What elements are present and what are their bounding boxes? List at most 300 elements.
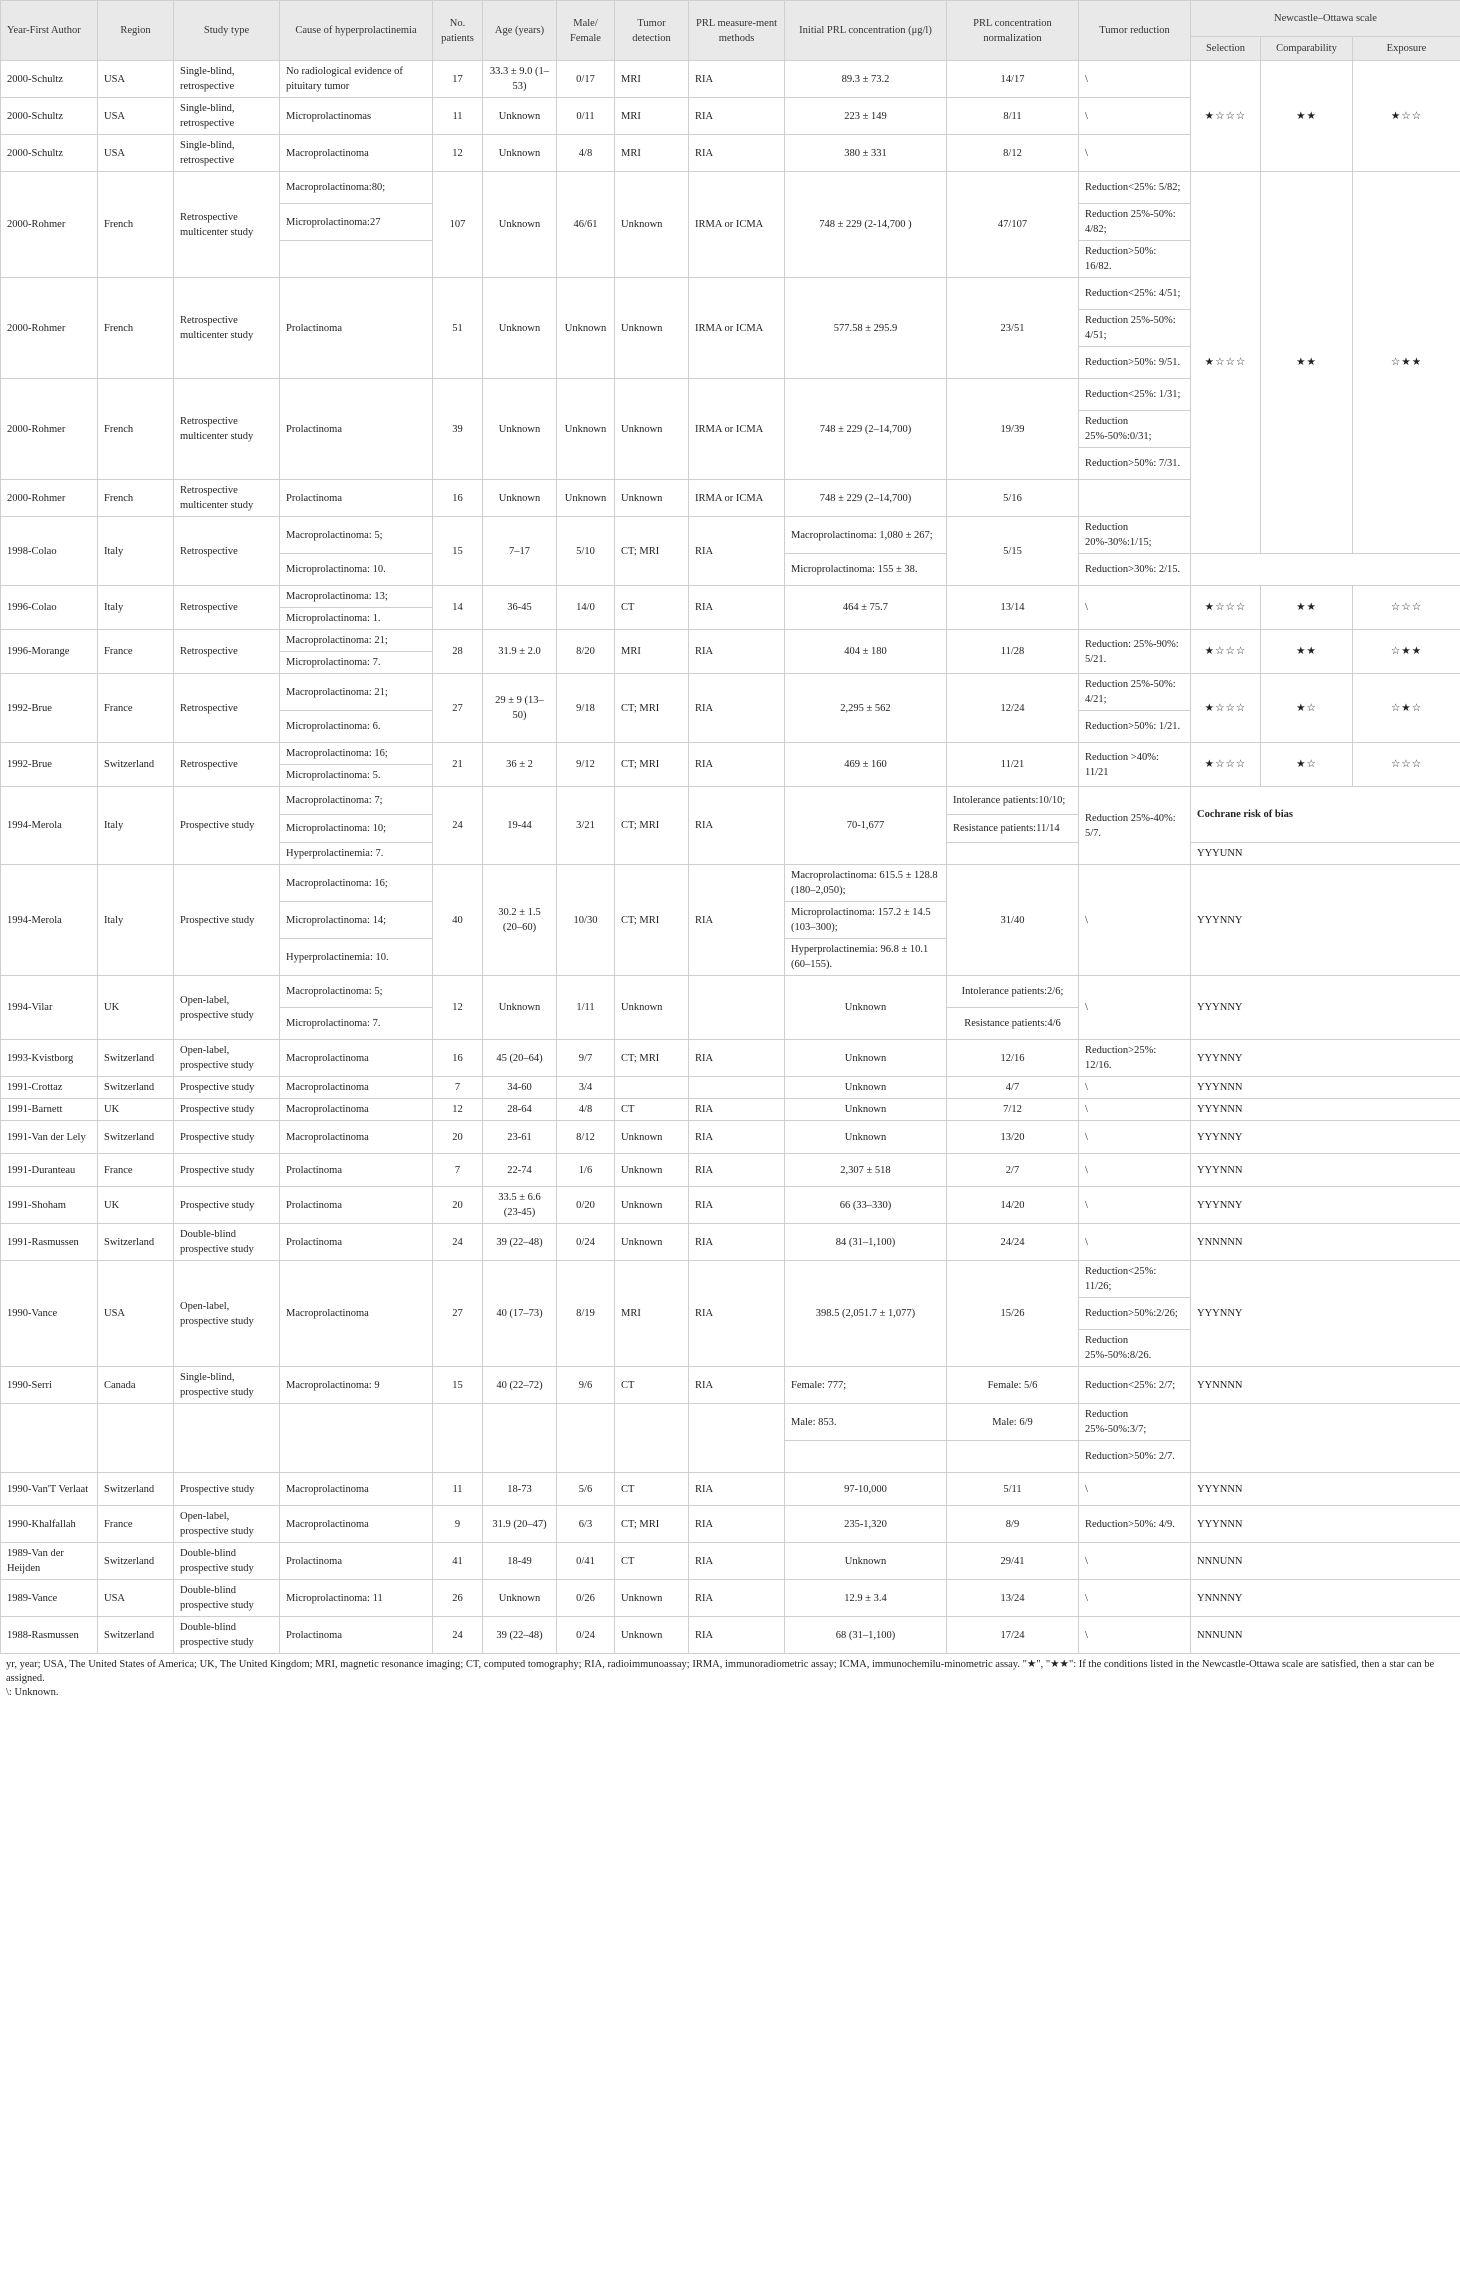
- table-row: [1, 1040, 1460, 1077]
- table-cell: 5/6: [557, 1473, 615, 1506]
- table-cell: RIA: [689, 787, 785, 865]
- table-row: [1, 787, 1460, 815]
- table-cell: Unknown: [785, 1040, 947, 1077]
- table-cell: Unknown: [615, 172, 689, 278]
- table-cell: 29/41: [947, 1543, 1079, 1580]
- table-cell: 8/12: [947, 135, 1079, 172]
- table-cell: Double-blind prospective study: [174, 1543, 280, 1580]
- table-cell: 27: [433, 674, 483, 743]
- header-normalization: PRL concentration normalization: [947, 1, 1079, 61]
- table-cell: Retrospective: [174, 630, 280, 674]
- table-cell: 7–17: [483, 517, 557, 586]
- nos-comparability-colao96: ★★: [1261, 586, 1353, 630]
- table-cell: 31.9 (20–47): [483, 1506, 557, 1543]
- table-cell: USA: [98, 98, 174, 135]
- table-cell: Macroprolactinoma: 615.5 ± 128.8 (180–2,050);: [785, 865, 947, 902]
- table-cell: YYYNNY: [1191, 1040, 1460, 1077]
- table-cell: French: [98, 278, 174, 379]
- table-cell: Microprolactinoma: 10;: [280, 815, 433, 843]
- table-cell: Reduction 25%-50%: 4/82;: [1079, 204, 1191, 241]
- table-cell: Reduction 25%-50%: 4/51;: [1079, 310, 1191, 347]
- table-cell: 97-10,000: [785, 1473, 947, 1506]
- table-cell: 26: [433, 1580, 483, 1617]
- table-cell: Female: 5/6: [947, 1367, 1079, 1404]
- table-cell: Macroprolactinoma: 9: [280, 1367, 433, 1404]
- table-cell: 12.9 ± 3.4: [785, 1580, 947, 1617]
- table-cell: 31/40: [947, 865, 1079, 976]
- table-cell: RIA: [689, 1040, 785, 1077]
- table-cell: Switzerland: [98, 743, 174, 787]
- table-cell: [1, 1404, 98, 1473]
- table-cell: Italy: [98, 865, 174, 976]
- table-cell: Single-blind, retrospective: [174, 135, 280, 172]
- table-cell: 12: [433, 135, 483, 172]
- table-cell: RIA: [689, 1121, 785, 1154]
- table-cell: 1993-Kvistborg: [1, 1040, 98, 1077]
- table-cell: Prospective study: [174, 1154, 280, 1187]
- table-cell: 748 ± 229 (2–14,700): [785, 480, 947, 517]
- table-cell: Prolactinoma: [280, 1543, 433, 1580]
- table-cell: French: [98, 379, 174, 480]
- table-cell: Microprolactinoma: 7.: [280, 652, 433, 674]
- table-cell: CT: [615, 1543, 689, 1580]
- table-cell: 36-45: [483, 586, 557, 630]
- nos-exposure-rohmer: ☆★★: [1353, 172, 1460, 554]
- table-cell: RIA: [689, 1580, 785, 1617]
- nos-exposure-brue-fr: ☆★☆: [1353, 674, 1460, 743]
- table-cell: RIA: [689, 743, 785, 787]
- table-cell: [1191, 1404, 1460, 1473]
- table-row: [1, 1506, 1460, 1543]
- table-cell: 5/10: [557, 517, 615, 586]
- table-cell: Microprolactinoma: 10.: [280, 554, 433, 586]
- table-cell: 8/12: [557, 1121, 615, 1154]
- nos-selection-morange: ★☆☆☆: [1191, 630, 1261, 674]
- table-cell: Resistance patients:11/14: [947, 815, 1079, 843]
- table-cell: Microprolactinoma: 5.: [280, 765, 433, 787]
- header-tumor-reduction: Tumor reduction: [1079, 1, 1191, 61]
- table-cell: 20: [433, 1121, 483, 1154]
- table-cell: 23/51: [947, 278, 1079, 379]
- table-cell: Single-blind, retrospective: [174, 98, 280, 135]
- table-cell: 27: [433, 1261, 483, 1367]
- header-cause: Cause of hyperprolactinemia: [280, 1, 433, 61]
- table-cell: 464 ± 75.7: [785, 586, 947, 630]
- table-cell: [947, 1441, 1079, 1473]
- table-cell: Prospective study: [174, 1473, 280, 1506]
- table-cell: 18-49: [483, 1543, 557, 1580]
- nos-exposure-morange: ☆★★: [1353, 630, 1460, 674]
- table-cell: RIA: [689, 674, 785, 743]
- table-cell: 46/61: [557, 172, 615, 278]
- table-row: [1, 1077, 1460, 1099]
- table-row: [1, 865, 1460, 902]
- table-cell: Microprolactinoma: 157.2 ± 14.5 (103–300);: [785, 902, 947, 939]
- table-cell: CT; MRI: [615, 1040, 689, 1077]
- table-cell: Unknown: [615, 1154, 689, 1187]
- table-cell: 23-61: [483, 1121, 557, 1154]
- table-cell: Unknown: [483, 1580, 557, 1617]
- nos-selection-schultz: ★☆☆☆: [1191, 61, 1261, 172]
- table-cell: France: [98, 1154, 174, 1187]
- table-cell: Switzerland: [98, 1617, 174, 1654]
- table-cell: 34-60: [483, 1077, 557, 1099]
- table-cell: 235-1,320: [785, 1506, 947, 1543]
- table-cell: Prospective study: [174, 1077, 280, 1099]
- table-cell: \: [1079, 98, 1191, 135]
- table-cell: 1989-Van der Heijden: [1, 1543, 98, 1580]
- table-cell: Hyperprolactinemia: 10.: [280, 939, 433, 976]
- header-region: Region: [98, 1, 174, 61]
- table-cell: Reduction<25%: 5/82;: [1079, 172, 1191, 204]
- table-cell: RIA: [689, 61, 785, 98]
- table-cell: Single-blind, retrospective: [174, 61, 280, 98]
- table-row: [1, 1367, 1460, 1404]
- table-cell: 2,307 ± 518: [785, 1154, 947, 1187]
- table-cell: 21: [433, 743, 483, 787]
- header-age: Age (years): [483, 1, 557, 61]
- table-cell: Reduction<25%: 1/31;: [1079, 379, 1191, 411]
- table-cell: 14: [433, 586, 483, 630]
- table-cell: [483, 1404, 557, 1473]
- table-cell: 84 (31–1,100): [785, 1224, 947, 1261]
- table-cell: Unknown: [785, 1121, 947, 1154]
- table-cell: Unknown: [785, 976, 947, 1040]
- table-cell: 45 (20–64): [483, 1040, 557, 1077]
- table-cell: 36 ± 2: [483, 743, 557, 787]
- table-cell: 0/11: [557, 98, 615, 135]
- table-cell: Macroprolactinoma: 5;: [280, 976, 433, 1008]
- table-cell: Resistance patients:4/6: [947, 1008, 1079, 1040]
- table-cell: RIA: [689, 98, 785, 135]
- table-cell: Double-blind prospective study: [174, 1224, 280, 1261]
- table-cell: CT: [615, 586, 689, 630]
- table-cell: RIA: [689, 517, 785, 586]
- table-cell: 2000-Schultz: [1, 98, 98, 135]
- table-cell: 4/8: [557, 135, 615, 172]
- table-cell: YYYNNN: [1191, 1473, 1460, 1506]
- table-cell: 20: [433, 1187, 483, 1224]
- nos-exposure-brue-ch: ☆☆☆: [1353, 743, 1460, 787]
- table-cell: Reduction>50%: 7/31.: [1079, 448, 1191, 480]
- table-cell: Macroprolactinoma: [280, 135, 433, 172]
- table-cell: IRMA or ICMA: [689, 480, 785, 517]
- table-cell: [280, 241, 433, 278]
- table-cell: \: [1079, 135, 1191, 172]
- table-cell: CT; MRI: [615, 743, 689, 787]
- table-cell: Reduction>50%: 9/51.: [1079, 347, 1191, 379]
- table-cell: Unknown: [615, 1617, 689, 1654]
- footnote: yr, year; USA, The United States of America; UK, The United Kingdom; MRI, magnetic resonance imaging; CT, computed tomography; RIA, radioimmunoassay; IRMA, immunoradiometric assay; ICMA, immunochemilu-minometric assay. "★", "★★": If the conditions listed in the Newcastle-Ottawa scale are satisfied, then a star can be assigned.: [6, 1659, 1435, 1684]
- table-cell: 11/28: [947, 630, 1079, 674]
- table-cell: [615, 1404, 689, 1473]
- table-cell: \: [1079, 586, 1191, 630]
- table-cell: \: [1079, 61, 1191, 98]
- cochrane-score: YYYNNY: [1191, 865, 1460, 976]
- table-cell: Prospective study: [174, 865, 280, 976]
- table-cell: Female: 777;: [785, 1367, 947, 1404]
- table-cell: 1996-Colao: [1, 586, 98, 630]
- table-cell: Male: 853.: [785, 1404, 947, 1441]
- table-cell: 9/18: [557, 674, 615, 743]
- table-cell: 0/24: [557, 1224, 615, 1261]
- table-cell: 13/20: [947, 1121, 1079, 1154]
- table-cell: Macroprolactinoma: 21;: [280, 674, 433, 711]
- table-cell: Unknown: [615, 1121, 689, 1154]
- table-cell: RIA: [689, 1224, 785, 1261]
- table-cell: Unknown: [557, 480, 615, 517]
- table-cell: Reduction>30%: 2/15.: [1079, 554, 1191, 586]
- table-cell: 70-1,677: [785, 787, 947, 865]
- table-cell: Prolactinoma: [280, 480, 433, 517]
- table-cell: USA: [98, 1580, 174, 1617]
- table-cell: 68 (31–1,100): [785, 1617, 947, 1654]
- table-cell: Unknown: [483, 480, 557, 517]
- table-cell: Reduction>25%: 12/16.: [1079, 1040, 1191, 1077]
- table-cell: Microprolactinoma: 155 ± 38.: [785, 554, 947, 586]
- table-cell: Unknown: [615, 379, 689, 480]
- cochrane-score: YYYUNN: [1191, 843, 1460, 865]
- table-cell: Reduction 25%-50%: 4/21;: [1079, 674, 1191, 711]
- table-cell: CT: [615, 1367, 689, 1404]
- table-cell: 11/21: [947, 743, 1079, 787]
- table-cell: Unknown: [615, 1187, 689, 1224]
- table-cell: Reduction 25%-50%:0/31;: [1079, 411, 1191, 448]
- table-cell: 5/11: [947, 1473, 1079, 1506]
- nos-comparability-schultz: ★★: [1261, 61, 1353, 172]
- table-cell: 40 (17–73): [483, 1261, 557, 1367]
- table-cell: 8/11: [947, 98, 1079, 135]
- table-cell: Intolerance patients:10/10;: [947, 787, 1079, 815]
- table-cell: 1992-Brue: [1, 743, 98, 787]
- table-cell: French: [98, 480, 174, 517]
- table-cell: [557, 1404, 615, 1473]
- table-cell: 4/8: [557, 1099, 615, 1121]
- table-cell: Microprolactinoma: 11: [280, 1580, 433, 1617]
- table-cell: MRI: [615, 630, 689, 674]
- table-cell: IRMA or ICMA: [689, 172, 785, 278]
- table-row: [1, 1404, 1460, 1441]
- table-cell: Unknown: [615, 1224, 689, 1261]
- table-cell: 6/3: [557, 1506, 615, 1543]
- table-cell: Unknown: [615, 278, 689, 379]
- table-cell: 1991-Shoham: [1, 1187, 98, 1224]
- table-cell: \: [1079, 976, 1191, 1040]
- table-cell: Retrospective multicenter study: [174, 379, 280, 480]
- table-cell: CT; MRI: [615, 865, 689, 976]
- table-cell: 7/12: [947, 1099, 1079, 1121]
- table-cell: Switzerland: [98, 1121, 174, 1154]
- table-cell: RIA: [689, 1099, 785, 1121]
- table-cell: 5/15: [947, 517, 1079, 586]
- table-cell: \: [1079, 1543, 1191, 1580]
- table-cell: Prolactinoma: [280, 1154, 433, 1187]
- table-cell: \: [1079, 865, 1191, 976]
- table-cell: Macroprolactinoma: 13;: [280, 586, 433, 608]
- table-row: [1, 630, 1460, 652]
- table-cell: Prolactinoma: [280, 1187, 433, 1224]
- table-cell: RIA: [689, 865, 785, 976]
- table-cell: 0/20: [557, 1187, 615, 1224]
- table-cell: Reduction: 25%-90%: 5/21.: [1079, 630, 1191, 674]
- table-cell: 1990-Vance: [1, 1261, 98, 1367]
- nos-comparability-morange: ★★: [1261, 630, 1353, 674]
- table-cell: 398.5 (2,051.7 ± 1,077): [785, 1261, 947, 1367]
- table-cell: Switzerland: [98, 1040, 174, 1077]
- table-row: [1, 61, 1460, 98]
- table-cell: 3/21: [557, 787, 615, 865]
- table-cell: 9/6: [557, 1367, 615, 1404]
- table-cell: France: [98, 630, 174, 674]
- table-cell: Macroprolactinoma: 1,080 ± 267;: [785, 517, 947, 554]
- table-cell: Macroprolactinoma: [280, 1261, 433, 1367]
- nos-selection-brue-fr: ★☆☆☆: [1191, 674, 1261, 743]
- table-cell: MRI: [615, 98, 689, 135]
- table-row: [1, 1224, 1460, 1261]
- table-cell: 404 ± 180: [785, 630, 947, 674]
- table-cell: 33.5 ± 6.6 (23-45): [483, 1187, 557, 1224]
- table-cell: USA: [98, 135, 174, 172]
- table-cell: 8/20: [557, 630, 615, 674]
- table-cell: 19-44: [483, 787, 557, 865]
- footnote-unknown: \: Unknown.: [6, 1687, 59, 1698]
- table-cell: Retrospective: [174, 743, 280, 787]
- nos-comparability-rohmer: ★★: [1261, 172, 1353, 554]
- table-cell: Unknown: [557, 278, 615, 379]
- table-cell: 1991-Van der Lely: [1, 1121, 98, 1154]
- table-cell: 1988-Rasmussen: [1, 1617, 98, 1654]
- table-cell: 28: [433, 630, 483, 674]
- table-cell: 47/107: [947, 172, 1079, 278]
- table-cell: Unknown: [483, 278, 557, 379]
- table-cell: Prospective study: [174, 1099, 280, 1121]
- table-row: [1, 1154, 1460, 1187]
- nos-selection-brue-ch: ★☆☆☆: [1191, 743, 1261, 787]
- table-cell: 0/17: [557, 61, 615, 98]
- table-cell: 10/30: [557, 865, 615, 976]
- table-row: [1, 976, 1460, 1008]
- table-cell: USA: [98, 61, 174, 98]
- table-cell: Unknown: [483, 379, 557, 480]
- table-cell: [98, 1404, 174, 1473]
- table-cell: 1994-Merola: [1, 865, 98, 976]
- table-cell: \: [1079, 1224, 1191, 1261]
- table-cell: 0/41: [557, 1543, 615, 1580]
- table-cell: 469 ± 160: [785, 743, 947, 787]
- table-cell: 748 ± 229 (2-14,700 ): [785, 172, 947, 278]
- table-cell: 17/24: [947, 1617, 1079, 1654]
- table-cell: \: [1079, 1580, 1191, 1617]
- table-cell: Prolactinoma: [280, 1617, 433, 1654]
- table-cell: 66 (33–330): [785, 1187, 947, 1224]
- table-cell: 1/11: [557, 976, 615, 1040]
- table-row: [1, 1617, 1460, 1654]
- table-cell: 2,295 ± 562: [785, 674, 947, 743]
- table-cell: Switzerland: [98, 1473, 174, 1506]
- table-row: [1, 1543, 1460, 1580]
- table-cell: CT; MRI: [615, 1506, 689, 1543]
- table-cell: 14/20: [947, 1187, 1079, 1224]
- table-cell: 31.9 ± 2.0: [483, 630, 557, 674]
- table-cell: YYYNNN: [1191, 1154, 1460, 1187]
- table-cell: Reduction 20%-30%:1/15;: [1079, 517, 1191, 554]
- table-cell: Double-blind prospective study: [174, 1580, 280, 1617]
- table-cell: Microprolactinoma:27: [280, 204, 433, 241]
- table-cell: 8/9: [947, 1506, 1079, 1543]
- table-cell: YYYNNN: [1191, 1099, 1460, 1121]
- table-cell: Single-blind, prospective study: [174, 1367, 280, 1404]
- table-cell: CT: [615, 1473, 689, 1506]
- table-cell: Reduction>50%:2/26;: [1079, 1298, 1191, 1330]
- table-cell: 24: [433, 1617, 483, 1654]
- table-cell: 24: [433, 1224, 483, 1261]
- table-cell: CT; MRI: [615, 787, 689, 865]
- table-cell: Macroprolactinoma: 16;: [280, 743, 433, 765]
- table-cell: YNNNNY: [1191, 1580, 1460, 1617]
- table-cell: Switzerland: [98, 1543, 174, 1580]
- table-cell: Open-label, prospective study: [174, 1506, 280, 1543]
- table-cell: Reduction>50%: 1/21.: [1079, 711, 1191, 743]
- table-cell: Retrospective: [174, 517, 280, 586]
- table-row: [1, 1261, 1460, 1298]
- table-cell: Macroprolactinoma: 7;: [280, 787, 433, 815]
- table-cell: 24/24: [947, 1224, 1079, 1261]
- table-cell: 9/7: [557, 1040, 615, 1077]
- table-cell: Macroprolactinoma: 5;: [280, 517, 433, 554]
- table-cell: Switzerland: [98, 1224, 174, 1261]
- table-cell: [433, 1404, 483, 1473]
- table-cell: 0/26: [557, 1580, 615, 1617]
- table-cell: Intolerance patients:2/6;: [947, 976, 1079, 1008]
- table-cell: Reduction<25%: 2/7;: [1079, 1367, 1191, 1404]
- table-cell: \: [1079, 1473, 1191, 1506]
- table-cell: 40: [433, 865, 483, 976]
- table-cell: Hyperprolactinemia: 7.: [280, 843, 433, 865]
- table-cell: Unknown: [615, 976, 689, 1040]
- table-cell: Macroprolactinoma: [280, 1121, 433, 1154]
- table-cell: Retrospective: [174, 586, 280, 630]
- table-cell: Reduction 25%-50%:8/26.: [1079, 1330, 1191, 1367]
- table-cell: 2000-Rohmer: [1, 379, 98, 480]
- table-cell: 12/16: [947, 1040, 1079, 1077]
- table-cell: 1996-Morange: [1, 630, 98, 674]
- table-cell: YYNNNN: [1191, 1367, 1460, 1404]
- table-cell: 39: [433, 379, 483, 480]
- table-cell: 17: [433, 61, 483, 98]
- header-tumor-detection: Tumor detection: [615, 1, 689, 61]
- table-cell: 1991-Rasmussen: [1, 1224, 98, 1261]
- table-cell: [615, 1077, 689, 1099]
- table-cell: 14/17: [947, 61, 1079, 98]
- table-cell: French: [98, 172, 174, 278]
- table-cell: 16: [433, 1040, 483, 1077]
- table-cell: Hyperprolactinemia: 96.8 ± 10.1 (60–155).: [785, 939, 947, 976]
- table-cell: YYYNNY: [1191, 1261, 1460, 1367]
- header-nos: Newcastle–Ottawa scale: [1191, 1, 1460, 37]
- table-cell: 89.3 ± 73.2: [785, 61, 947, 98]
- table-cell: Italy: [98, 586, 174, 630]
- table-cell: 1/6: [557, 1154, 615, 1187]
- table-cell: 1994-Vilar: [1, 976, 98, 1040]
- table-cell: Macroprolactinoma: [280, 1473, 433, 1506]
- table-cell: Reduction<25%: 4/51;: [1079, 278, 1191, 310]
- table-cell: [174, 1404, 280, 1473]
- table-cell: Italy: [98, 787, 174, 865]
- table-cell: RIA: [689, 1473, 785, 1506]
- table-cell: Unknown: [785, 1077, 947, 1099]
- table-cell: 40 (22–72): [483, 1367, 557, 1404]
- table-cell: RIA: [689, 1261, 785, 1367]
